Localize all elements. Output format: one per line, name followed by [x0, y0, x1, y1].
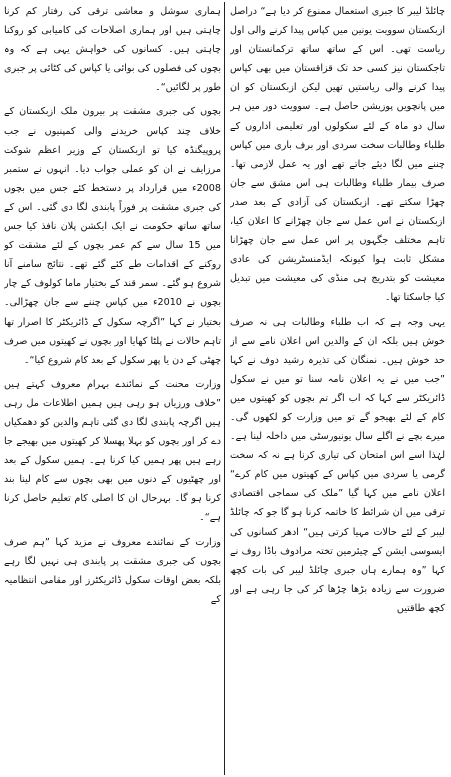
article-column-right [230, 2, 445, 775]
article-paragraph: ہماری سوشل و معاشی ترقی کی رفتار کم کرنا چاہتی ہیں اور ہماری اصلاحات کی کامیابی کو روکنا چاہتی ہیں۔ کسانوں کی خواہش یہی ہے کہ وہ بچوں کی فصلوں کی بوائی یا کپاس کی کٹائی پر جبری طور پر لگائیں“۔ [4, 6, 221, 94]
article-paragraph: بچوں کی جبری مشقت پر بیرون ملک ازبکستان کے خلاف چند کپاس خریدنے والی کمپنیوں نے جب پروپیگنڈہ کیا تو ازبکستان کے وزیر اعظم شوکت مرزایف نے ان کو عملی جواب دیا۔ انہوں نے ستمبر 2008ء میں قرارداد پر دستخط کئے جس میں بچوں کی جبری مشقت پر فوراً پابندی لگا دی گئی۔ اس کے ساتھ ساتھ حکومت نے ایک ایکشن پلان نافذ کیا جس میں 15 سال سے کم عمر بچوں کے لئے مشقت کو روکنے کے اقدامات طے کئے گئے تھے۔ نتائج سامنے آنا شروع ہو گئے۔ سمر قند کے بختیار ماما کولوف کے چار بچوں نے 2010ء میں کپاس چننے سے جان چھڑالی۔ بختیار نے کہا ”اگرچہ سکول کے ڈائریکٹر کا اصرار تھا تاہم حالات نے پلٹا کھایا اور بچوں نے کھیتوں میں صرف چھٹی کے دن یا پھر سکول کے بعد کام شروع کیا“۔ [4, 106, 221, 366]
article-paragraph: وزارت کے نمائندے معروف نے مزید کہا ”ہم صرف بچوں کی جبری مشقت پر پابندی ہی نہیں لگا رہے بلکہ بعض اوقات سکول ڈائریکٹرز اور مقامی انتظامیہ کے [4, 536, 221, 605]
article-paragraph: وزارت محنت کے نمائندے بہرام معروف کہتے ہیں ”خلاف ورزیاں ہو رہی ہیں ہمیں اطلاعات مل رہی ہیں اگرچہ پابندی لگا دی گئی تاہم والدین کو دھمکیاں دے کر اور بچوں کو بہلا پھسلا کر کھیتوں میں بھیجے جا رہے ہیں پھر ہمیں کیا کرنا ہے۔ ہمیں سکول کے بعد اور چھٹیوں کے دنوں میں بھی بچوں سے کام لینا بند کرنا ہو گا۔ بہرحال ان کا اصلی کام تعلیم حاصل کرنا ہے“۔ [4, 378, 221, 524]
column-divider [224, 2, 225, 775]
article-paragraph: یہی وجہ ہے کہ اب طلباء وطالبات ہی نہ صرف خوش ہیں بلکہ ان کے والدین اس اعلان نامے سے از حد خوش ہیں۔ نمنگان کی تذیرہ رشید دوف نے کہا ”جب میں نے یہ اعلان نامہ سنا تو میں نے سکول ڈائریکٹر سے کہا کہ اب اگر تم بچوں کو کھیتوں میں کام کے لئے بھیجو گے تو میں وزارت کو لکھوں گی۔ میرے بچے نے اگلے سال یونیورسٹی میں داخلہ لینا ہے۔ لہٰذا اسے اس امتحان کی تیاری کرنا ہے نہ کہ سخت گرمی یا سردی میں کپاس کے کھیتوں میں کام کرے“ اعلان نامے میں کہا گیا ”ملک کی سماجی اقتصادی ترقی میں ان شرائط کا خاتمہ کرنا ہو گا جو کہ چائلڈ لیبر کے لئے حالات مہیا کرتی ہیں“ ادھر کسانوں کی ایسوسی ایشن کے چیئرمین تختہ مرادوف باڈا روف نے کہا ”وہ ہمارے ہاں جبری چائلڈ لیبر کی بات کچھ ضرورت سے زیادہ بڑھا چڑھا کر کی جا رہی ہے اور کچھ طاقتیں [230, 316, 445, 614]
article-paragraph: چائلڈ لیبر کا جبری استعمال ممنوع کر دیا ہے“ دراصل ازبکستان سوویت یونین میں کپاس پیدا کرنے والی اول ریاست تھی۔ اس کے ساتھ ساتھ ترکمانستان اور تاجکستان نیز کسی حد تک قزاقستان میں بھی کپاس پیدا کرنے والی ریاستیں تھیں لیکن ازبکستان کو ان میں پانچویں پوزیشن حاصل ہے۔ سوویت دور میں ہر سال دو ماہ کے لئے سکولوں اور تعلیمی اداروں کے طلباء وطالبات سخت سردی اور برف باری میں کپاس چننے میں لگا دیئے جاتے تھے اور یہ عمل لازمی تھا۔ صرف بیمار طلباء وطالبات ہی اس مشق سے جان چھڑا سکتے تھے۔ ازبکستان کی آزادی کے بعد صدر ازبکستان نے اس عمل سے جان چھڑانے کا اعلان کیا، تاہم مختلف جگہوں پر اس عمل سے جان چھڑانا مشکل ثابت ہوا کیونکہ ایڈمنسٹریشن کی عادی معیشت کو بتدریج ہی منڈی کی معیشت میں تبدیل کیا جاسکتا تھا۔ [230, 6, 445, 304]
article-column-left [4, 2, 221, 775]
